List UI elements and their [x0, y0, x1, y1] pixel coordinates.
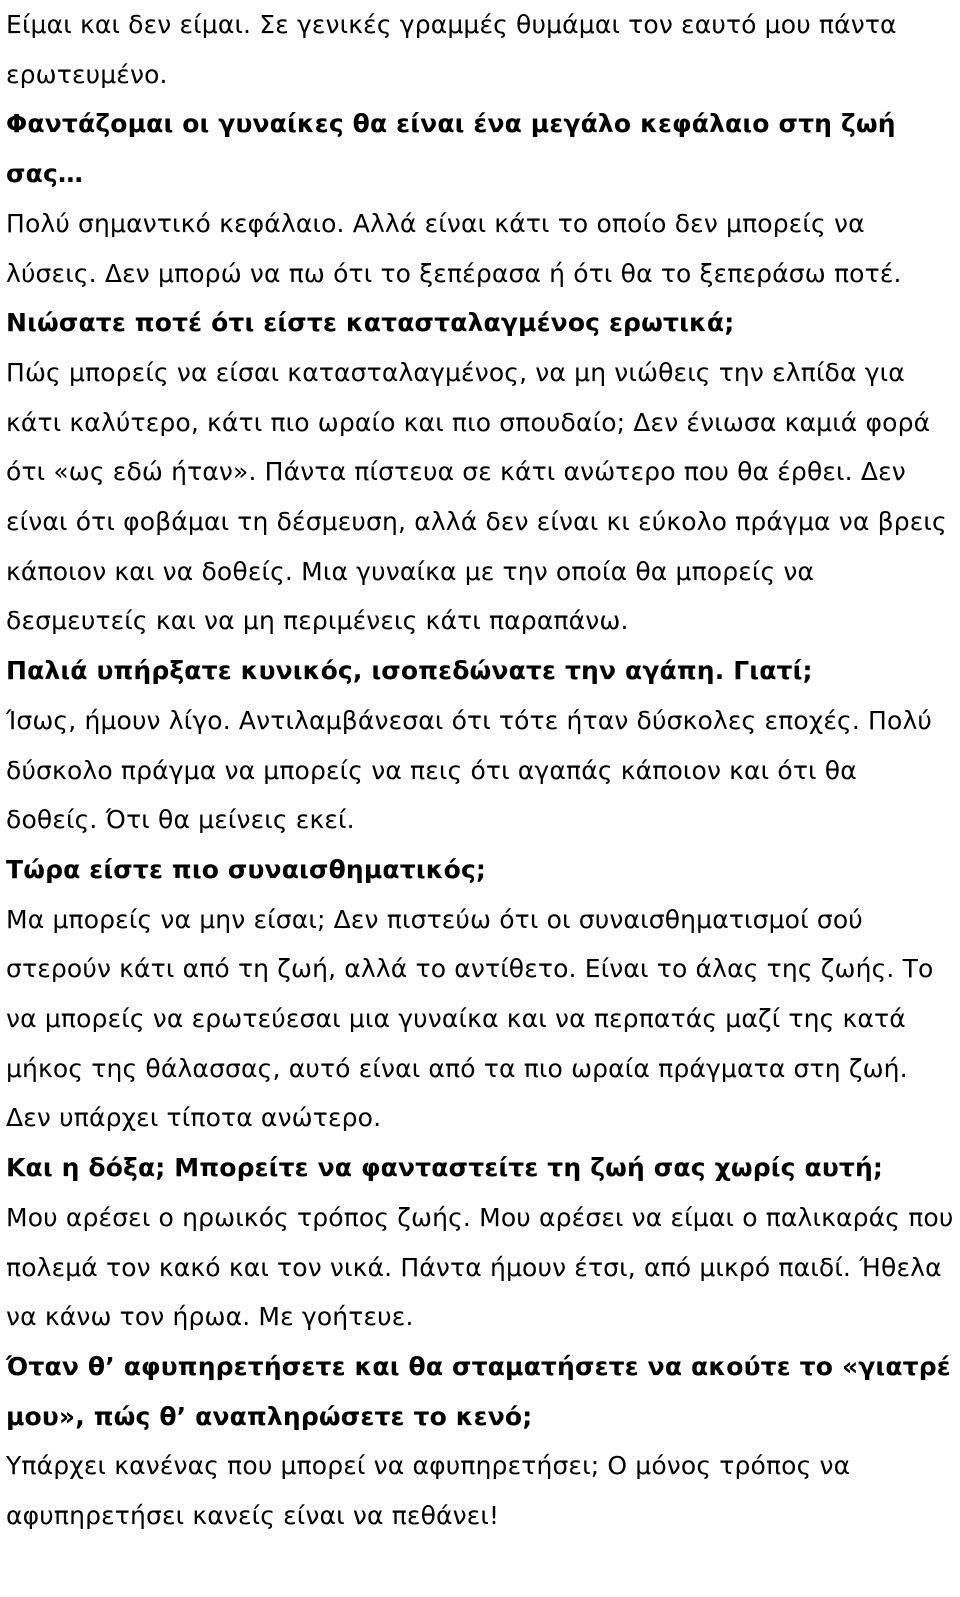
answer-paragraph: Είμαι και δεν είμαι. Σε γενικές γραμμές θυμάμαι τον εαυτό μου πάντα ερωτευμένο.: [6, 10, 897, 89]
question-heading: Τώρα είστε πιο συναισθηματικός;: [6, 854, 487, 884]
question-heading: Και η δόξα; Μπορείτε να φανταστείτε τη ζωή σας χωρίς αυτή;: [6, 1153, 884, 1183]
answer-paragraph: Μα μπορείς να μην είσαι; Δεν πιστεύω ότι οι συναισθηματισμοί σού στερούν κάτι από τη ζωή, αλλά το αντίθετο. Είναι το άλας της ζωής. Το να μπορείς να ερωτεύεσαι μια γυναίκα και να περπατάς μαζί της κατά μήκος της θάλασσας, αυτό είναι από τα πιο ωραία πράγματα στη ζωή. Δεν υπάρχει τίποτα ανώτερο.: [6, 904, 934, 1133]
question-heading: Νιώσατε ποτέ ότι είστε κατασταλαγμένος ερωτικά;: [6, 308, 735, 338]
answer-paragraph: Υπάρχει κανένας που μπορεί να αφυπηρετήσει; Ο μόνος τρόπος να αφυπηρετήσει κανείς είναι να πεθάνει!: [6, 1451, 851, 1531]
answer-paragraph: Ίσως, ήμουν λίγο. Αντιλαμβάνεσαι ότι τότε ήταν δύσκολες εποχές. Πολύ δύσκολο πράγμα να μπορείς να πεις ότι αγαπάς κάποιον και ότι θα δοθείς. Ότι θα μείνεις εκεί.: [6, 705, 933, 835]
question-heading: Φαντάζομαι οι γυναίκες θα είναι ένα μεγάλο κεφάλαιο στη ζωή σας…: [6, 109, 896, 189]
answer-paragraph: Πώς μπορείς να είσαι κατασταλαγμένος, να μη νιώθεις την ελπίδα για κάτι καλύτερο, κάτι πιο ωραίο και πιο σπουδαίο; Δεν ένιωσα καμιά φορά ότι «ως εδώ ήταν». Πάντα πίστευα σε κάτι ανώτερο που θα έρθει. Δεν είναι ότι φοβάμαι τη δέσμευση, αλλά δεν είναι κι εύκολο πράγμα να βρεις κάποιον και να δοθείς. Μια γυναίκα με την οποία θα μπορείς να δεσμευτείς και να μη περιμένεις κάτι παραπάνω.: [6, 357, 947, 636]
answer-paragraph: Μου αρέσει ο ηρωικός τρόπος ζωής. Μου αρέσει να είμαι ο παλικαράς που πολεμά τον κακό και τον νικά. Πάντα ήμουν έτσι, από μικρό παιδί. Ήθελα να κάνω τον ήρωα. Με γοήτευε.: [6, 1202, 954, 1332]
question-heading: Παλιά υπήρξατε κυνικός, ισοπεδώνατε την αγάπη. Γιατί;: [6, 656, 813, 686]
question-heading: Όταν θ’ αφυπηρετήσετε και θα σταματήσετε να ακούτε το «γιατρέ μου», πώς θ’ αναπληρώσετε το κενό;: [6, 1351, 951, 1431]
answer-paragraph: Πολύ σημαντικό κεφάλαιο. Αλλά είναι κάτι το οποίο δεν μπορείς να λύσεις. Δεν μπορώ να πω ότι το ξεπέρασα ή ότι θα το ξεπεράσω ποτέ.: [6, 208, 902, 288]
